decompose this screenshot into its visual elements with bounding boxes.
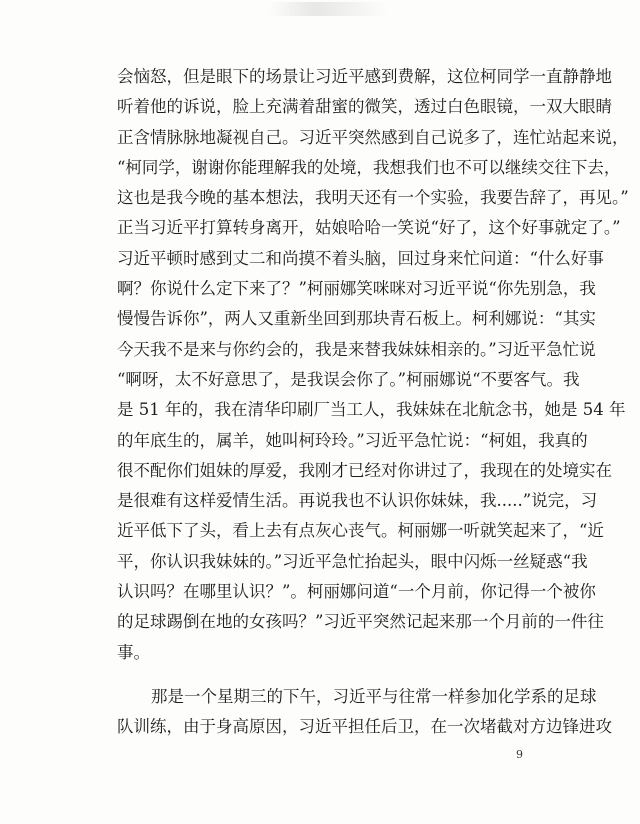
body-text	[117, 62, 629, 743]
text-line: “柯同学，谢谢你能理解我的处境，我想我们也不可以继续交往下去，	[117, 157, 621, 177]
text-line: 是很难有这样爱情生活。再说我也不认识你妹妹，我.....”说完，习	[117, 491, 598, 511]
text-line: 这也是我今晚的基本想法，我明天还有一个实验，我要告辞了，再见。”	[117, 188, 629, 208]
text-line: 听着他的诉说，脸上充满着甜蜜的微笑，透过白色眼镜，一双大眼睛	[117, 97, 612, 117]
text-line: 很不配你们姐妹的厚爱，我刚才已经对你讲过了，我现在的处境实在	[117, 460, 612, 480]
scan-smudge	[268, 2, 388, 16]
text-line: 事。	[117, 642, 150, 662]
text-line: 的足球踢倒在地的女孩吗？”习近平突然记起来那一个月前的一件往	[117, 612, 604, 632]
text-line: 的年底生的，属羊，她叫柯玲玲。”习近平急忙说：“柯姐，我真的	[117, 430, 588, 450]
page-number: 9	[516, 748, 523, 761]
text-line: 那是一个星期三的下午，习近平与往常一样参加化学系的足球	[151, 686, 597, 706]
text-line: 会恼怒，但是眼下的场景让习近平感到费解，这位柯同学一直静静地	[117, 67, 612, 86]
text-line: 认识吗？在哪里认识？”。柯丽娜问道“一个月前，你记得一个被你	[117, 582, 596, 602]
text-line: 队训练，由于身高原因，习近平担任后卫，在一次堵截对方边锋进攻	[117, 717, 612, 737]
text-line: “啊呀，太不好意思了，是我误会你了。”柯丽娜说“不要客气。我	[117, 369, 580, 389]
text-line: 啊？你说什么定下来了？”柯丽娜笑咪咪对习近平说“你先别急，我	[117, 279, 596, 299]
paragraph-gap	[117, 668, 527, 682]
text-line: 正当习近平打算转身离开，姑娘哈哈一笑说“好了，这个好事就定了。”	[117, 218, 621, 238]
text-line: 慢慢告诉你”，两人又重新坐回到那块青石板上。柯利娜说：“其实	[117, 309, 596, 329]
text-line: 近平低下了头，看上去有点灰心丧气。柯丽娜一听就笑起来了，“近	[117, 521, 604, 541]
text-line: 正含情脉脉地凝视自己。习近平突然感到自己说多了，连忙站起来说，	[117, 127, 629, 147]
text-line: 是 51 年的，我在清华印刷厂当工人，我妹妹在北航念书，她是 54 年	[117, 400, 626, 420]
text-line: 习近平顿时感到丈二和尚摸不着头脑，回过身来忙问道：“什么好事	[117, 248, 604, 268]
text-line: 今天我不是来与你约会的，我是来替我妹妹相亲的。”习近平急忙说	[117, 339, 596, 359]
text-line: 平，你认识我妹妹的。”习近平急忙抬起头，眼中闪烁一丝疑惑“我	[117, 551, 588, 571]
